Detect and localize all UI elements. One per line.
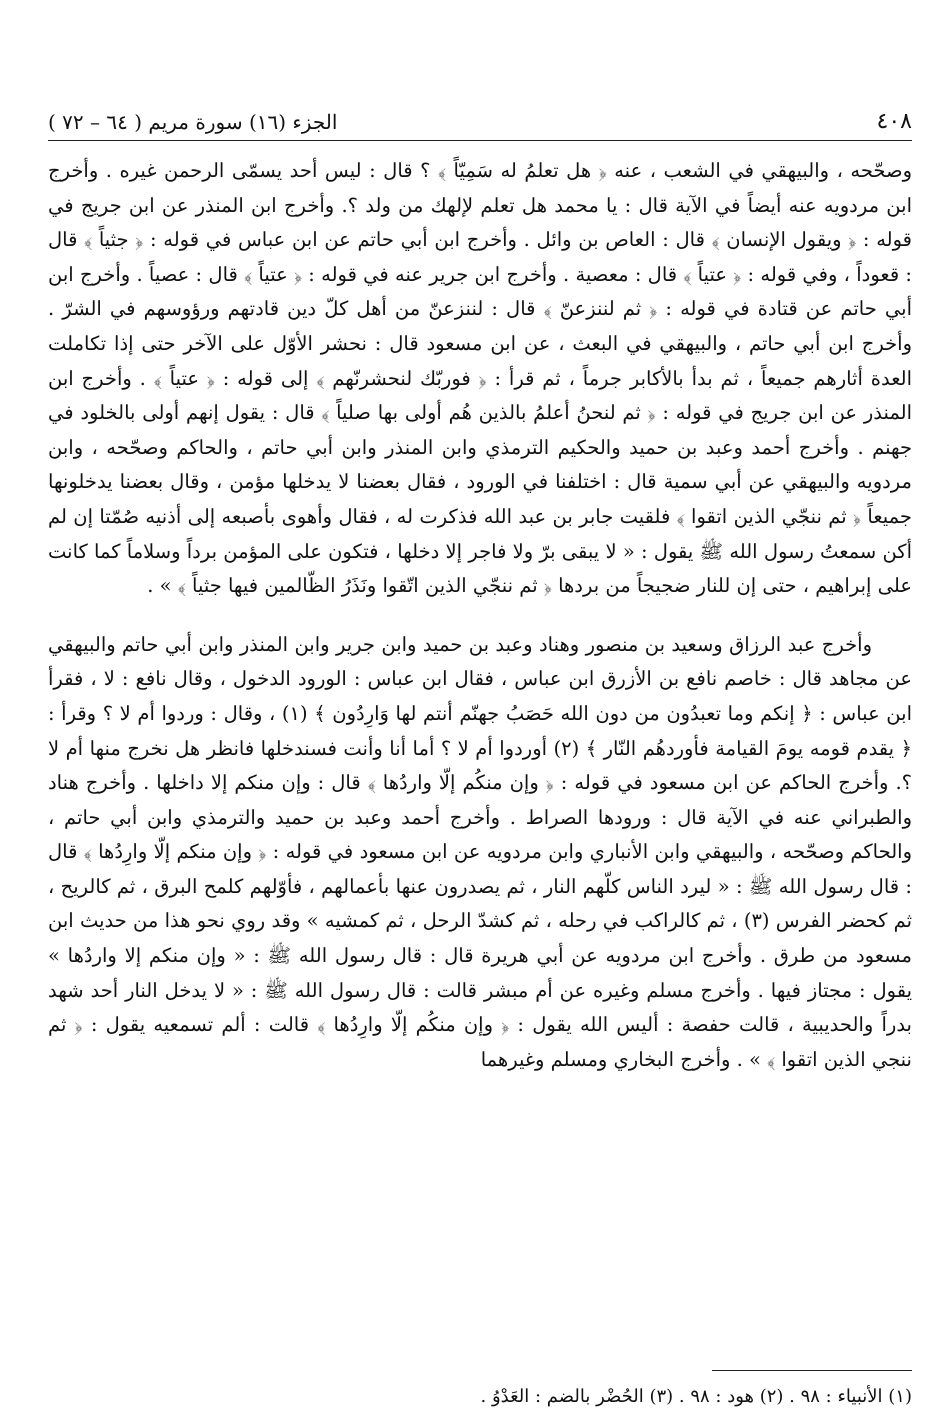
page-header <box>48 104 912 134</box>
book-page <box>48 96 913 1407</box>
footnotes: (١) الأنبياء : ٩٨ . (٢) هود : ٩٨ . (٣) الحُضْر بالضم : العَدْوُ . <box>480 1386 912 1407</box>
header-divider <box>48 140 912 141</box>
paragraph-1: وصحّحه ، والبيهقي في الشعب ، عنه ﴿ هل تعلمُ له سَمِيّاً ﴾ ؟ قال : ليس أحد يسمّى الرحمن غيره . وأخرج ابن مردويه عنه أيضاً في الآية قال : يا محمد هل تعلم لإلهك من ولد ؟. وأخرج ابن المنذر عن ابن جريج في قوله : ﴿ ويقول الإنسان ﴾ قال : العاص بن وائل . وأخرج ابن أبي حاتم عن ابن عباس في قوله : ﴿ جثياً ﴾ قال : قعوداً ، وفي قوله : ﴿ عتياً ﴾ قال : معصية . وأخرج ابن جرير عنه في قوله : ﴿ عتياً ﴾ قال : عصياً . وأخرج ابن أبي حاتم عن قتادة في قوله : ﴿ ثم لننزعنّ ﴾ قال : لننزعنّ من أهل كلّ دين قادتهم ورؤوسهم في الشرّ . وأخرج ابن أبي حاتم ، والبيهقي في البعث ، عن ابن مسعود قال : نحشر الأوّل على الآخر حتى إذا تكاملت العدة أثارهم جميعاً ، ثم بدأ بالأكابر جرماً ، ثم قرأ : ﴿ فوربّك لنحشرنّهم ﴾ إلى قوله : ﴿ عتياً ﴾ . وأخرج ابن المنذر عن ابن جريج في قوله : ﴿ ثم لنحنُ أعلمُ بالذين هُم أولى بها صلياً ﴾ قال : يقول إنهم أولى بالخلود في جهنم . وأخرج أحمد وعبد بن حميد والحكيم الترمذي وابن المنذر وابن أبي حاتم ، والحاكم وصحّحه ، وابن مردويه والبيهقي عن أبي سمية قال : اختلفنا في الورود ، فقال بعضنا لا يدخلها مؤمن ، وقال بعضنا يدخلونها جميعاً ﴿ ثم ننجّي الذين اتقوا ﴾ فلقيت جابر بن عبد الله فذكرت له ، فقال وأهوى بأصبعه إلى أذنيه صُمّتا إن لم أكن سمعتُ رسول الله ﷺ يقول : « لا يبقى برّ ولا فاجر إلا دخلها ، فتكون على المؤمن برداً وسلاماً كما كانت على إبراهيم ، حتى إن للنار ضجيجاً من بردها ﴿ ثم ننجّي الذين اتّقوا ونَذَرُ الظّالمين فيها جثياً ﴾ » . <box>48 159 912 598</box>
footnote-divider <box>712 1370 912 1371</box>
main-text <box>48 154 912 1077</box>
paragraph-2: وأخرج عبد الرزاق وسعيد بن منصور وهناد وعبد بن حميد وابن جرير وابن المنذر وابن أبي حاتم والبيهقي عن مجاهد قال : خاصم نافع بن الأزرق ابن عباس ، فقال ابن عباس : الورود الدخول ، وقال نافع : لا ، فقرأ ابن عباس : ﴿ إنكم وما تعبدُون من دون الله حَصَبُ جهنّم أنتم لها وَارِدُون ﴾ (١) ، وقال : وردوا أم لا ؟ وقرأ : ﴿ يقدم قومه يومَ القيامة فأوردهُم النّار ﴾ (٢) أوردوا أم لا ؟ أما أنا وأنت فسندخلها فانظر هل نخرج منها أم لا ؟. وأخرج الحاكم عن ابن مسعود في قوله : ﴿ وإن منكُم إلّا واردُها ﴾ قال : وإن منكم إلا داخلها . وأخرج هناد والطبراني عنه في الآية قال : ورودها الصراط . وأخرج أحمد وعبد بن حميد والترمذي وابن أبي حاتم ، والحاكم وصحّحه ، والبيهقي وابن الأنباري وابن مردويه عن ابن مسعود في قوله : ﴿ وإن منكم إلّا وارِدُها ﴾ قال : قال رسول الله ﷺ : « ليرد الناس كلّهم النار ، ثم يصدرون عنها بأعمالهم ، فأوّلهم كلمح البرق ، ثم كالريح ، ثم كحضر الفرس (٣) ، ثم كالراكب في رحله ، ثم كشدّ الرحل ، ثم كمشيه » وقد روي نحو هذا من حديث ابن مسعود من طرق . وأخرج ابن مردويه عن أبي هريرة قال : قال رسول الله ﷺ : « وإن منكم إلا واردُها » يقول : مجتاز فيها . وأخرج مسلم وغيره عن أم مبشر قالت : قال رسول الله ﷺ : « لا يدخل النار أحد شهد بدراً والحديبية ، قالت حفصة : أليس الله يقول : ﴿ وإن منكُم إلّا وارِدُها ﴾ قالت : ألم تسمعيه يقول : ﴿ ثم ننجي الذين اتقوا ﴾ » . وأخرج البخاري ومسلم وغيرهما <box>48 632 913 1071</box>
chapter-title: الجزء (١٦) سورة مريم ( ٦٤ – ٧٢ ) <box>48 110 338 134</box>
page-number: ٤٠٨ <box>876 109 912 134</box>
